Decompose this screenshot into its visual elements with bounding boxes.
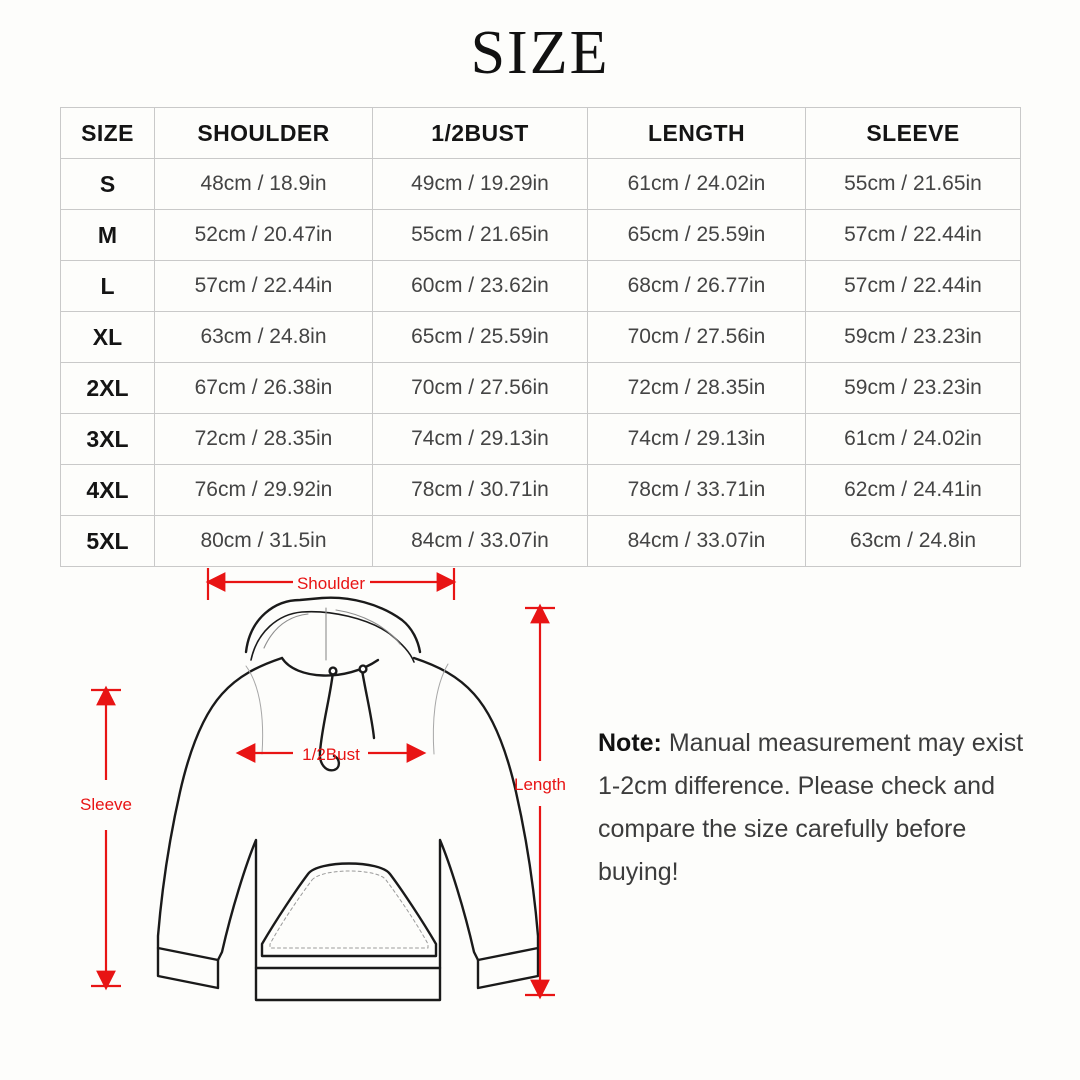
cell-sleeve: 59cm / 23.23in	[806, 312, 1021, 363]
table-row	[61, 261, 1021, 312]
cell-size: L	[61, 261, 155, 312]
cell-bust: 60cm / 23.62in	[373, 261, 588, 312]
table-header	[61, 108, 1021, 159]
cell-bust: 70cm / 27.56in	[373, 363, 588, 414]
cell-bust: 78cm / 30.71in	[373, 465, 588, 516]
cell-length: 78cm / 33.71in	[588, 465, 806, 516]
measure-length	[525, 608, 555, 995]
cell-bust: 55cm / 21.65in	[373, 210, 588, 261]
table-header-row	[61, 108, 1021, 159]
cell-bust: 65cm / 25.59in	[373, 312, 588, 363]
cell-size: 2XL	[61, 363, 155, 414]
cell-sleeve: 63cm / 24.8in	[806, 516, 1021, 567]
table-row	[61, 465, 1021, 516]
cell-shoulder: 57cm / 22.44in	[155, 261, 373, 312]
cell-length: 65cm / 25.59in	[588, 210, 806, 261]
cell-shoulder: 76cm / 29.92in	[155, 465, 373, 516]
column-header-bust: 1/2BUST	[373, 108, 588, 159]
cell-length: 70cm / 27.56in	[588, 312, 806, 363]
column-header-length: LENGTH	[588, 108, 806, 159]
table-row	[61, 312, 1021, 363]
cell-bust: 49cm / 19.29in	[373, 159, 588, 210]
size-table	[60, 107, 1021, 567]
note-text: Manual measurement may exist 1-2cm difference. Please check and compare the size carefully before buying!	[598, 729, 1024, 886]
cell-bust: 74cm / 29.13in	[373, 414, 588, 465]
cell-length: 72cm / 28.35in	[588, 363, 806, 414]
cell-length: 61cm / 24.02in	[588, 159, 806, 210]
table-body	[61, 159, 1021, 567]
cell-size: S	[61, 159, 155, 210]
hoodie-measurement-diagram	[50, 548, 590, 1018]
cell-sleeve: 59cm / 23.23in	[806, 363, 1021, 414]
cell-sleeve: 57cm / 22.44in	[806, 261, 1021, 312]
cell-shoulder: 63cm / 24.8in	[155, 312, 373, 363]
cell-size: M	[61, 210, 155, 261]
label-shoulder: Shoulder	[296, 574, 366, 593]
cell-sleeve: 62cm / 24.41in	[806, 465, 1021, 516]
cell-size: 3XL	[61, 414, 155, 465]
table-row	[61, 159, 1021, 210]
column-header-size: SIZE	[61, 108, 155, 159]
cell-shoulder: 52cm / 20.47in	[155, 210, 373, 261]
measure-sleeve	[91, 690, 121, 986]
size-table-container	[60, 107, 1020, 567]
cell-length: 74cm / 29.13in	[588, 414, 806, 465]
cell-size: XL	[61, 312, 155, 363]
label-sleeve: Sleeve	[80, 795, 132, 814]
cell-size: 5XL	[61, 516, 155, 567]
table-row	[61, 210, 1021, 261]
cell-length: 68cm / 26.77in	[588, 261, 806, 312]
column-header-shoulder: SHOULDER	[155, 108, 373, 159]
page-title: SIZE	[470, 19, 610, 87]
note-prefix: Note:	[598, 729, 662, 757]
cell-shoulder: 80cm / 31.5in	[155, 516, 373, 567]
table-row	[61, 363, 1021, 414]
cell-size: 4XL	[61, 465, 155, 516]
hoodie-illustration	[158, 598, 538, 1000]
column-header-sleeve: SLEEVE	[806, 108, 1021, 159]
cell-sleeve: 61cm / 24.02in	[806, 414, 1021, 465]
cell-length: 84cm / 33.07in	[588, 516, 806, 567]
cell-shoulder: 67cm / 26.38in	[155, 363, 373, 414]
cell-sleeve: 55cm / 21.65in	[806, 159, 1021, 210]
cell-shoulder: 48cm / 18.9in	[155, 159, 373, 210]
cell-shoulder: 72cm / 28.35in	[155, 414, 373, 465]
label-bust: 1/2Bust	[302, 745, 360, 764]
label-length: Length	[514, 775, 566, 794]
table-row	[61, 414, 1021, 465]
cell-bust: 84cm / 33.07in	[373, 516, 588, 567]
cell-sleeve: 57cm / 22.44in	[806, 210, 1021, 261]
measurement-note	[598, 722, 1038, 894]
